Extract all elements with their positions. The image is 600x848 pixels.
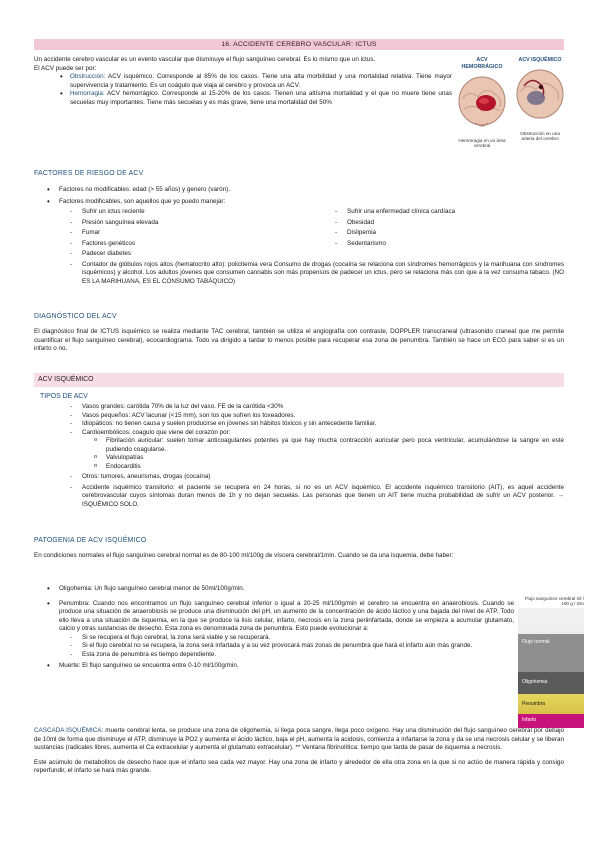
list-item: • Obstrucción: ACV isquémico. Corresponde al 85% de los casos. Tiene una alta morbilidad y una mortalidad relativa. Tiene mayor supervivencia y tratamiento. Es un coágulo que viaja al cerebro y provoca un ACV. [70, 73, 452, 90]
normal-band [518, 634, 584, 672]
pathogenesis-intro-text: En condiciones normales el flujo sanguíneo cerebral normal es de 80-100 ml/100g de víscera cerebral/1min. Cuando se da una isquemia, debe haber: [34, 552, 454, 559]
risk-factors-right [299, 208, 564, 261]
cascade-label: CASCADA ISQUÉMICA: [34, 727, 104, 734]
list-item: - Accidente isquémico transitorio: el paciente se recupera en 24 horas, si no es un ACV isquémico. El accidente isquémico transitorio (AIT), es aquel accidente cerebrovascular cuyos síntomas duran menos de 1h y no dejan secuelas. Las personas que tienen un AIT tiene mucha probabilidad de sufrir un ACV posterior. → ISQUÉMICO SOLO. [34, 484, 564, 510]
list-item: - Obesidad [299, 219, 564, 228]
list-item: - Factores genéticos [34, 240, 299, 249]
list-item: - Presión sanguínea elevada [34, 219, 299, 228]
penumbra-band [518, 694, 584, 714]
list-item: • Penumbra: Cuando nos encontramos un flujo sanguíneo cerebral inferior o igual a 20-25 ml/100g/min el cerebro se encuentra en anaerobiosis. Cuando se produce una situación de anaerobiosis se produce una disminución del pH, un aumento de la concentración de ácido láctico y una bajada del nivel de ATP. Todo ello lleva a una situación de isquemia, en la que se produce la lisis celular, infarto, necrosis en la zona periinfartada, donde se empieza a acumular glutamato, calcio y otras sustancias de desecho. Esta zona es denominada zona de penumbra. Esto puede evolucionar a: [34, 600, 514, 634]
acv-types-list [34, 73, 452, 107]
list-item: - Esta zona de penumbra es tiempo dependiente. [34, 651, 514, 660]
figure-caption: Obstrucción en una arteria del cerebro [520, 130, 560, 142]
figure-title: ACV HEMORRÁGICO [461, 57, 503, 70]
list-item: - Idiopáticos: no tienen causa y suelen producirse en jóvenes sin hábitos tóxicos y sin antecedente familiar. [34, 420, 564, 429]
diagnosis-section [34, 328, 564, 354]
risk-factors-left [34, 208, 299, 261]
hemorragic-figure [456, 57, 508, 149]
diagnosis-text: El diagnóstico final de ICTUS isquémico se realiza mediante TAC cerebral, también se utiliza el angiografía con contraste, DOPPLER transcraneal (ultrasonido craneal que me permite cuantificar el flujo sanguíneo cerebral), ecocardiograma. Todo va dirigido a tardar lo menos posible para recuperar esa zona de penumbra. También se hace un ECG para saber si es un infarto o no. [34, 328, 564, 352]
list-item: - Fumar [34, 229, 299, 238]
risk-factors-heading: FACTORES DE RIESGO DE ACV [34, 170, 144, 177]
risk-factors-section [34, 186, 564, 286]
list-item: - Sufrir una enfermedad clínica cardíaca [299, 208, 564, 217]
pathogenesis-section [34, 585, 514, 671]
oligohemia-label: Oligohemia [522, 679, 548, 685]
normal-label: Flujo normal [522, 639, 550, 645]
list-item: o Valvulopatías [34, 454, 564, 463]
list-item: • Hemorragia: ACV hemorrágico. Corresponde al 15-20% de los casos. Tienen una altísima mortalidad y el que no muere tiene unas secuelas muy importantes. Tiene más secuelas y es más grave, tiene una mortalidad del 50% [70, 90, 452, 107]
acv-types-heading: TIPOS DE ACV [40, 393, 88, 400]
ischemic-acv-bar: ACV ISQUÉMICO [34, 373, 564, 387]
risk-factors-columns [34, 208, 564, 261]
infarct-band [518, 714, 584, 728]
acv-illustrations [456, 57, 566, 157]
acv-types-section [34, 403, 564, 509]
list-item: - Otros: tumores, aneurismas, drogas (cocaína) [34, 473, 564, 482]
list-item: - Cardioembólicos: coagulo que viene del corazón por: [34, 429, 564, 438]
list-item: • Muerte: El flujo sanguíneo se encuentra entre 0-10 ml/100g/min. [34, 662, 514, 671]
list-item: - Si el flujo cerebral no se recupera, la zona será infartada y a su vez provocará más zonas de penumbra que hará el infarto aún más grande. [34, 642, 514, 651]
list-item: - Padecer diabetes [34, 250, 299, 259]
list-item: - Dislipemia [299, 229, 564, 238]
ischemic-figure [514, 57, 566, 142]
oligohemia-band [518, 672, 584, 694]
diagram-scale [518, 608, 584, 728]
figure-caption: Hemorragia en un área cerebral [458, 137, 506, 149]
list-item: • Oligohemia: Un flujo sanguíneo cerebral menor de 50ml/100g/min. [34, 585, 514, 594]
intro-lead: El ACV puede ser por: [34, 64, 97, 72]
page-title: 16. ACCIDENTE CEREBRO VASCULAR: ICTUS [34, 39, 564, 50]
cascade-section [34, 727, 564, 776]
pathogenesis-heading: PATOGENIA DE ACV ISQUÉMICO [34, 537, 147, 544]
list-item: - Sedentarismo [299, 240, 564, 249]
brain-ischemia-icon [514, 64, 566, 126]
list-item: - Sufrir un ictus reciente [34, 208, 299, 217]
figure-title: ACV ISQUÉMICO [518, 57, 562, 63]
list-item: - Vasos pequeños: ACV lacunar (<15 mm), son los que sufren los toxeadores. [34, 412, 564, 421]
diagnosis-heading: DIAGNÓSTICO DEL ACV [34, 313, 117, 320]
pathogenesis-intro [34, 552, 564, 561]
list-item: • Factores modificables, son aquellos que yo puedo manejar: [34, 198, 564, 207]
list-item: o Fibrilación auricular: suelen tomar anticoagulantes potentes ya que hay mucha contracción auricular pero poca ventricular, acumulándose la sangre en este pudiendo coagularse. [34, 437, 564, 454]
cascade-final: Este acúmulo de metabolitos de desecho hace que el infarto sea cada vez mayor. Hay una zona de infarto y alrededor de ella otra zona en la que si no actúo de manera rápida y consigo reperfundir, el infarto se hará más grande. [34, 758, 564, 774]
list-item: • Factores no modificables: edad (> 55 años) y genero (varón). [34, 186, 564, 195]
list-item: o Endocarditis [34, 463, 564, 472]
diagram-title: Flujo sanguíneo cerebral ml / 100 g / min [524, 596, 584, 607]
list-item: - Si se recupera el flujo cerebral, la zona será viable y se recuperará. [34, 634, 514, 643]
intro-definition: Un accidente cerebro vascular es un evento vascular que disminuye el flujo sanguíneo cerebral. Es lo mismo que un ictus. [34, 56, 376, 63]
list-item: - Contador de glóbulos rojos altos (hematocrito alto): policitemia vera Consumo de drogas (cocaína se relaciona con síndromes hemorrágicos y la marihuana con síndromes isquémicos) y alcohol. Los adultos jóvenes que consumen cannabis son más propensos de padecer un ictus, pero se relaciona más con que a la vez consuma tabaco. (NO ES LA MARIHUANA, ES EL CONSUMO TABÁQUICO) [34, 261, 564, 287]
cascade-text: CASCADA ISQUÉMICA: muerte cerebral lenta, se produce una zona de oligohemia, si llega poca sangre, llega poco oxígeno. Hay una disminución del flujo sanguíneo cerebral por debajo de 10ml de forma que disminuye el ATP, disminuye la PO2 y aumenta el ácido láctico, baja el pH, aumenta la acidosis, comienza a infartarse la zona y da se una necrosis celular y se liberan sustancias (radicales libres, aumenta el Ca extracelular y aumenta el glutamato extracelular). ** Ventana fibrinolítica: tiempo que tarda de pasar de isquemia a necrosis. [34, 727, 564, 751]
list-item: - Vasos grandes: carótida 70% de la luz del vaso. FE de la carótida <30% [34, 403, 564, 412]
blood-flow-diagram [518, 596, 584, 728]
intro-section [34, 56, 452, 107]
penumbra-label: Penumbra [522, 701, 546, 707]
infarct-label: Infarto [522, 717, 537, 723]
brain-hemorrhage-icon [456, 71, 508, 133]
